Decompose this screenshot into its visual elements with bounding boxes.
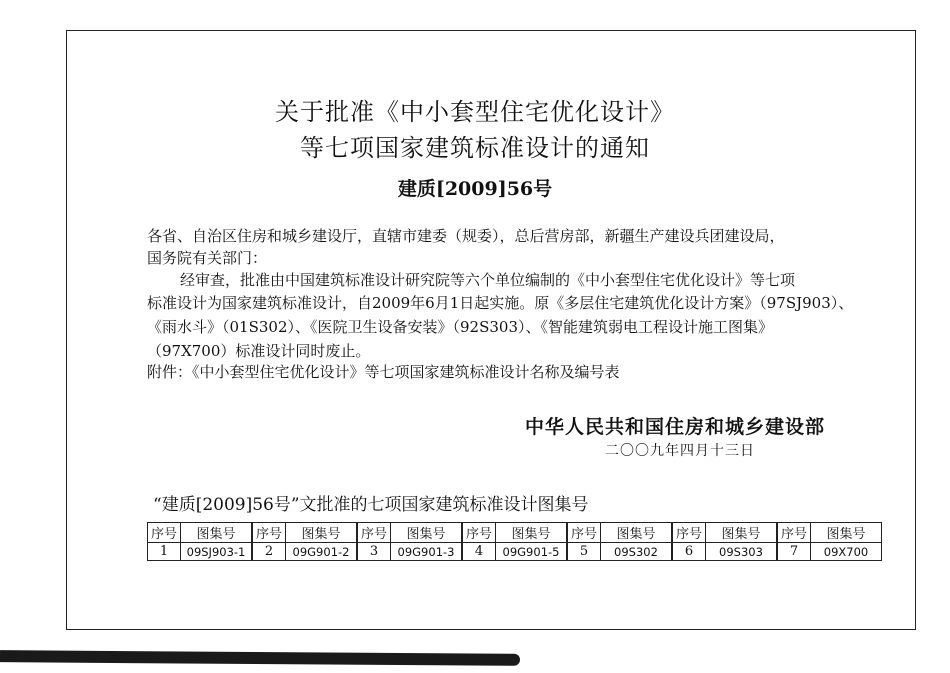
code-cell: 09X700 — [811, 543, 882, 561]
code-cell: 09G901-2 — [286, 543, 358, 561]
body-text-line3: 《雨水斗》（01S302）、《医院卫生设备安装》（92S303）、《智能建筑弱电工程设计施工图集》 — [147, 318, 773, 336]
issuing-authority: 中华人民共和国住房和城乡建设部 — [525, 416, 826, 438]
atlas-number-table — [147, 522, 882, 561]
seq-header: 序号 — [357, 523, 391, 543]
seq-cell: 5 — [567, 543, 601, 561]
seq-header: 序号 — [462, 523, 496, 543]
code-cell: 09S302 — [601, 543, 673, 561]
notice-title-line2: 等七项国家建筑标准设计的通知 — [300, 134, 650, 162]
code-header: 图集号 — [391, 523, 463, 543]
code-header: 图集号 — [286, 523, 358, 543]
table-row — [148, 543, 882, 561]
seq-cell: 3 — [357, 543, 391, 561]
addressee-line2: 国务院有关部门： — [147, 249, 268, 267]
code-cell: 09S303 — [706, 543, 778, 561]
code-header: 图集号 — [496, 523, 568, 543]
seq-header: 序号 — [672, 523, 706, 543]
scan-edge-mark — [0, 650, 520, 666]
seq-header: 序号 — [567, 523, 601, 543]
seq-header: 序号 — [777, 523, 811, 543]
body-text-line4: （97X700）标准设计同时废止。 — [147, 342, 371, 360]
code-header: 图集号 — [601, 523, 673, 543]
table-header-row — [148, 523, 882, 543]
seq-cell: 1 — [148, 543, 181, 561]
seq-cell: 4 — [462, 543, 496, 561]
code-cell: 09SJ903-1 — [181, 543, 253, 561]
seq-cell: 2 — [252, 543, 286, 561]
table-caption: “建质[2009]56号”文批准的七项国家建筑标准设计图集号 — [153, 495, 589, 515]
body-text-line2: 标准设计为国家建筑标准设计，自2009年6月1日起实施。原《多层住宅建筑优化设计方案》（97SJ903）、 — [147, 294, 854, 312]
document-number: 建质[2009]56号 — [397, 178, 553, 200]
seq-header: 序号 — [252, 523, 286, 543]
seq-cell: 6 — [672, 543, 706, 561]
issue-date: 二〇〇九年四月十三日 — [605, 443, 755, 459]
code-header: 图集号 — [706, 523, 778, 543]
code-header: 图集号 — [811, 523, 882, 543]
body-text-line1: 经审查，批准由中国建筑标准设计研究院等六个单位编制的《中小套型住宅优化设计》等七项 — [180, 271, 796, 289]
notice-title-line1: 关于批准《中小套型住宅优化设计》 — [275, 98, 675, 126]
seq-header: 序号 — [148, 523, 181, 543]
seq-cell: 7 — [777, 543, 811, 561]
code-header: 图集号 — [181, 523, 253, 543]
addressee-line1: 各省、自治区住房和城乡建设厅，直辖市建委（规委），总后营房部，新疆生产建设兵团建设局， — [147, 227, 785, 245]
code-cell: 09G901-3 — [391, 543, 463, 561]
attachment-line: 附件：《中小套型住宅优化设计》等七项国家建筑标准设计名称及编号表 — [147, 363, 620, 381]
code-cell: 09G901-5 — [496, 543, 568, 561]
